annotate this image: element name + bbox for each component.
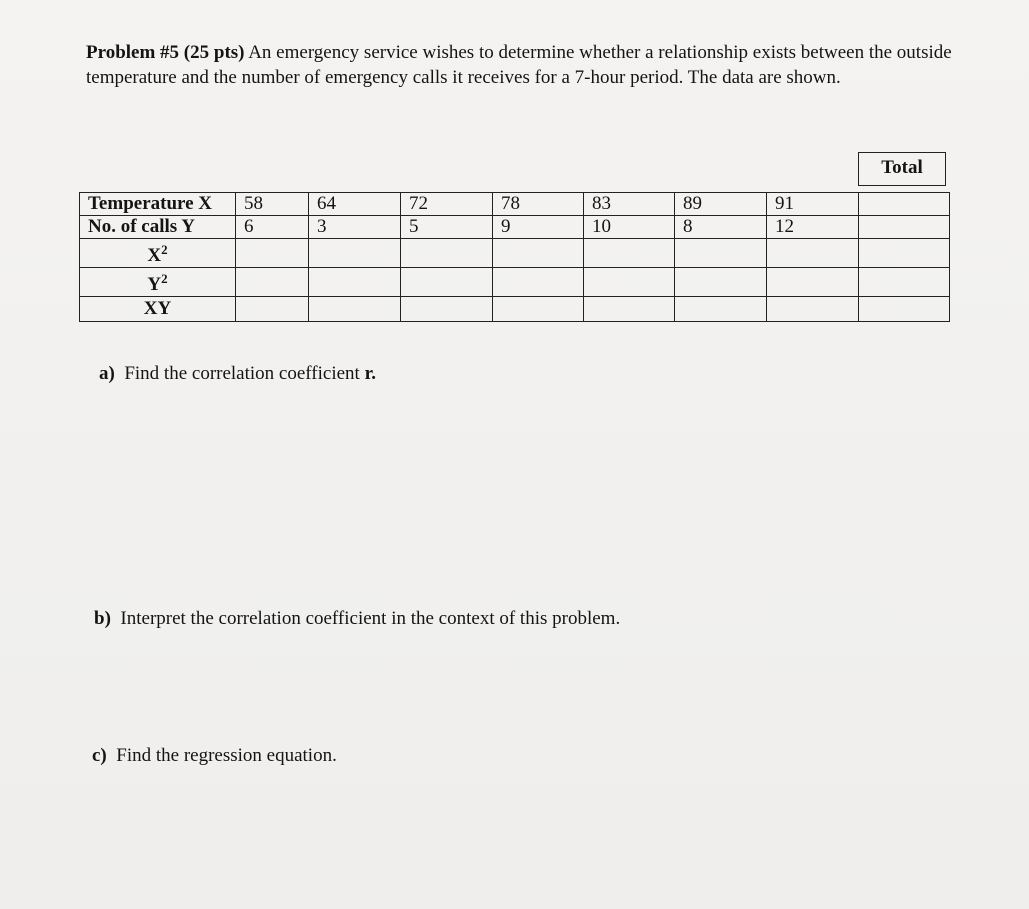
- table-cell: 12: [767, 216, 859, 239]
- table-cell: [309, 268, 401, 297]
- row-label-x-squared: $X^2$: [80, 239, 236, 268]
- table-cell: [236, 268, 309, 297]
- table-cell: [493, 239, 584, 268]
- table-row: [80, 297, 950, 322]
- total-cell: [859, 268, 950, 297]
- table-cell: [584, 297, 675, 322]
- table-cell: [236, 239, 309, 268]
- question-c: [92, 745, 337, 767]
- table-cell: [309, 297, 401, 322]
- table-row: [80, 239, 950, 268]
- table-cell: [493, 297, 584, 322]
- total-cell: [859, 297, 950, 322]
- table-cell: [675, 297, 767, 322]
- table-cell: [675, 268, 767, 297]
- data-table: [79, 192, 950, 322]
- question-a-variable: r.: [364, 363, 377, 384]
- table-cell: 72: [401, 193, 493, 216]
- question-b: [94, 608, 620, 630]
- table-cell: 58: [236, 193, 309, 216]
- table-cell: [584, 268, 675, 297]
- table-cell: [767, 268, 859, 297]
- table-cell: [767, 297, 859, 322]
- table-cell: 78: [493, 193, 584, 216]
- table-row: [80, 193, 950, 216]
- table-cell: 6: [236, 216, 309, 239]
- row-label-temperature: Temperature X: [80, 193, 236, 216]
- problem-text: An emergency service wishes to determine whether a relationship exists between the outside temperature and the number of emergency calls it receives for a 7-hour period. The data are shown.: [86, 42, 952, 88]
- table-cell: [584, 239, 675, 268]
- question-c-text: Find the regression equation.: [116, 745, 337, 766]
- table-cell: 3: [309, 216, 401, 239]
- question-b-text: Interpret the correlation coefficient in the context of this problem.: [120, 608, 621, 629]
- table-cell: [493, 268, 584, 297]
- table-cell: [675, 239, 767, 268]
- total-header: Total: [858, 152, 946, 186]
- table-row: [80, 268, 950, 297]
- total-cell: [859, 193, 950, 216]
- question-a: [99, 363, 376, 385]
- table-cell: 91: [767, 193, 859, 216]
- question-b-label: b): [94, 608, 111, 629]
- table-cell: [309, 239, 401, 268]
- table-cell: 5: [401, 216, 493, 239]
- table-cell: [236, 297, 309, 322]
- question-a-text: Find the correlation coefficient: [124, 363, 360, 384]
- table-cell: [401, 268, 493, 297]
- table-cell: 64: [309, 193, 401, 216]
- problem-statement: [86, 40, 956, 90]
- table-cell: [401, 297, 493, 322]
- table-cell: [767, 239, 859, 268]
- table-cell: 8: [675, 216, 767, 239]
- table-cell: [401, 239, 493, 268]
- question-c-label: c): [92, 745, 107, 766]
- table-row: [80, 216, 950, 239]
- row-label-xy: XY: [80, 297, 236, 322]
- table-cell: 89: [675, 193, 767, 216]
- problem-label: Problem #5 (25 pts): [86, 42, 245, 63]
- table-cell: 9: [493, 216, 584, 239]
- row-label-y-squared: $Y^2$: [80, 268, 236, 297]
- table-cell: 10: [584, 216, 675, 239]
- question-a-label: a): [99, 363, 115, 384]
- row-label-calls: No. of calls Y: [80, 216, 236, 239]
- total-cell: [859, 216, 950, 239]
- table-cell: 83: [584, 193, 675, 216]
- total-cell: [859, 239, 950, 268]
